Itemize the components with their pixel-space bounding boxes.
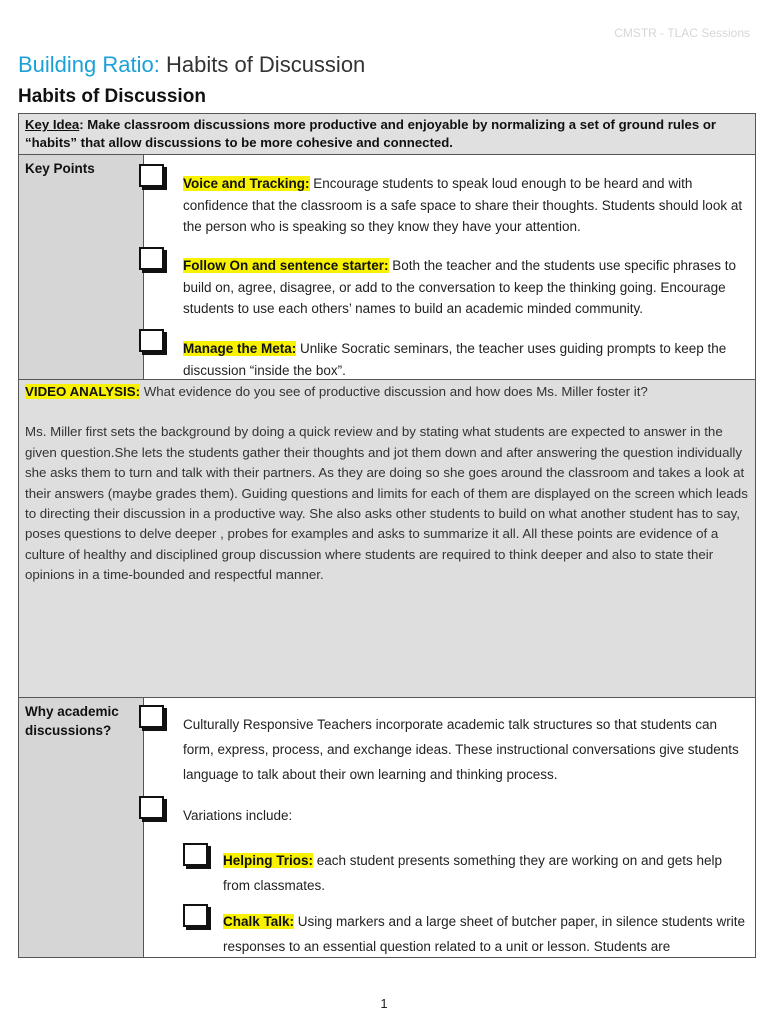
page-number: 1	[380, 996, 388, 1011]
video-analysis-question	[25, 382, 749, 402]
key-point-item	[183, 173, 751, 238]
header-note: CMSTR - TLAC Sessions	[614, 26, 750, 40]
why-intro: Culturally Responsive Teachers incorporate academic talk structures so that students can form, express, process, and exchange ideas. These instructional conversations give students language to talk about their own learning and thinking process.	[183, 717, 739, 782]
why-discussions-label: Why academic discussions?	[19, 698, 144, 957]
key-idea-label: Key Idea	[25, 117, 80, 132]
key-point-term: Voice and Tracking:	[183, 176, 310, 191]
why-discussions-row	[19, 697, 755, 957]
document-title	[18, 52, 365, 78]
variation-text: each student presents something they are working on and gets help from classmates.	[223, 853, 723, 893]
key-idea-text: : Make classroom discussions more productive and enjoyable by normalizing a set of ground rules or “habits” that allow discussions to be more cohesive and connected.	[25, 117, 717, 150]
checkbox-icon[interactable]	[139, 705, 164, 728]
key-point-item	[183, 255, 751, 320]
checkbox-icon[interactable]	[139, 329, 164, 352]
checkbox-icon[interactable]	[139, 796, 164, 819]
checkbox-icon[interactable]	[139, 164, 164, 187]
key-idea-row	[19, 114, 755, 154]
title-accent: Building Ratio:	[18, 52, 160, 77]
variation-item	[223, 909, 751, 957]
video-analysis-answer: Ms. Miller first sets the background by doing a quick review and by stating what students are expected to answer in the given question.She lets the students gather their thoughts and jot them down and after answering the question individually she asks them to turn and talk with their partners. As they are doing so she goes around the classroom and takes a look at their answers (maybe grades them). Guiding questions and limits for each of them are displayed on the screen which leads to directing their discussion in a productive way. She also asks other students to build on what another student has to say, poses questions to delve deeper , probes for examples and asks to summarize it all. All these points are evidence of a culture of healthy and disciplined group discussion where students are required to think deeper and also to state their opinions in a time-bounded and respectful manner.	[25, 424, 748, 583]
variations-label: Variations include:	[183, 808, 293, 823]
video-analysis-row	[19, 379, 755, 697]
video-analysis-label: VIDEO ANALYSIS:	[25, 384, 141, 399]
key-point-text: Both the teacher and the students use specific phrases to build on, agree, disagree, or add to the conversation to keep the thinking going. Encourage students to use each others’ names to build an academic minded community.	[183, 258, 737, 316]
key-points-row	[19, 154, 755, 379]
checkbox-icon[interactable]	[183, 843, 208, 866]
key-point-text: Encourage students to speak loud enough to be heard and with confidence that the classroom is a safe space to share their thoughts. Students should look at the person who is speaking so they know they have your attention.	[183, 176, 743, 234]
key-point-term: Manage the Meta:	[183, 341, 297, 356]
section-heading: Habits of Discussion	[18, 86, 206, 107]
variation-term: Chalk Talk:	[223, 914, 295, 929]
habits-table	[18, 113, 756, 958]
checkbox-icon[interactable]	[139, 247, 164, 270]
key-point-text: Unlike Socratic seminars, the teacher uses guiding prompts to keep the discussion “inside the box”.	[183, 341, 727, 378]
key-point-item	[183, 338, 751, 379]
key-point-term: Follow On and sentence starter:	[183, 258, 389, 273]
checkbox-icon[interactable]	[183, 904, 208, 927]
title-rest: Habits of Discussion	[159, 52, 366, 77]
video-question-text: What evidence do you see of productive discussion and how does Ms. Miller foster it?	[140, 384, 648, 399]
variation-item	[223, 848, 751, 898]
variation-term: Helping Trios:	[223, 853, 314, 868]
key-points-label: Key Points	[19, 155, 144, 379]
variation-text: Using markers and a large sheet of butcher paper, in silence students write responses to an essential question related to a unit or lesson. Students are	[223, 914, 746, 954]
